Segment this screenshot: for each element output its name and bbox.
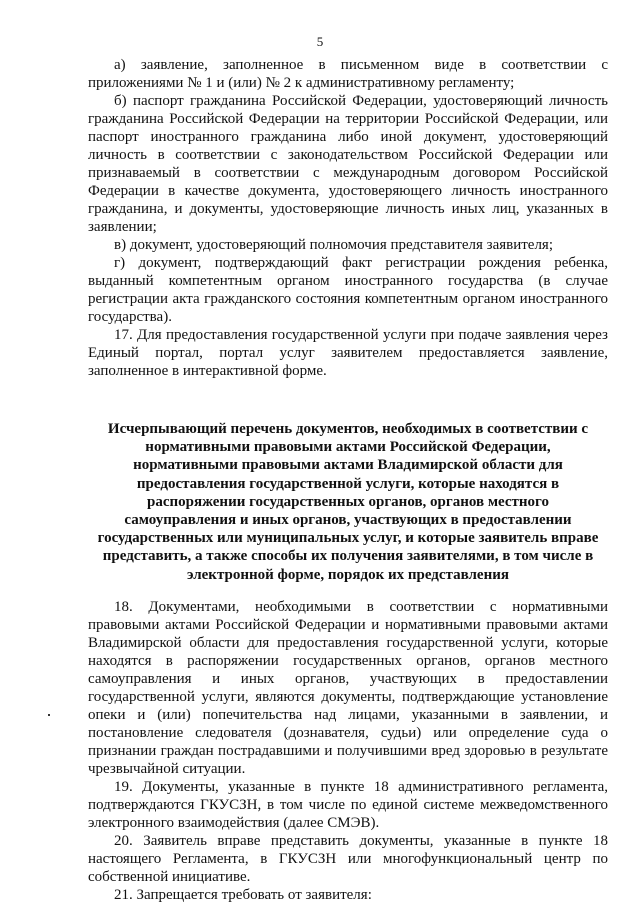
list-item-v: в) документ, удостоверяющий полномочия представителя заявителя; — [114, 237, 553, 253]
paragraph-17: 17. Для предоставления государственной услуги при подаче заявления через Единый портал, портал услуг заявителем предоставляется заявление, заполненное в интерактивной форме. — [88, 327, 608, 379]
section-heading: Исчерпывающий перечень документов, необходимых в соответствии с нормативными правовыми актами Российской Федерации, нормативными правовыми актами Владимирской области для предоставления государственной услуги, которые находятся в распоряжении государственных органов, органов местного самоуправления и иных органов, участвующих в предоставлении государственных или муниципальных услуг, и которые заявитель вправе представить, а также способы их получения заявителями, в том числе в электронной форме, порядок их представления — [97, 421, 599, 583]
list-item-g: г) документ, подтверждающий факт регистрации рождения ребенка, выданный компетентным органом иностранного государства (в случае регистрации акта гражданского состояния компетентным органом иностранного государства). — [88, 255, 608, 325]
list-item-b: б) паспорт гражданина Российской Федерации, удостоверяющий личность гражданина Российской Федерации на территории Российской Федерации, или паспорт иностранного гражданина либо иной документ, удостоверяющий личность в соответствии с законодательством Российской Федерации или признаваемый в соответствии с международным договором Российской Федерации в качестве документа, удостоверяющего личность иностранного гражданина, и документы, удостоверяющие личность иных лиц, указанных в заявлении; — [88, 93, 608, 235]
paragraph-20: 20. Заявитель вправе представить документы, указанные в пункте 18 настоящего Регламента, в ГКУСЗН или многофункциональный центр по собственной инициативе. — [88, 832, 608, 885]
paragraph-21: 21. Запрещается требовать от заявителя: — [114, 886, 372, 903]
page-number: 5 — [316, 34, 324, 49]
list-item-a: а) заявление, заполненное в письменном виде в соответствии с приложениями № 1 и (или) № 2 к административному регламенту; — [88, 57, 608, 91]
document-body — [88, 56, 608, 904]
paragraph-18: 18. Документами, необходимыми в соответствии с нормативными правовыми актами Российской Федерации и нормативными правовыми актами Владимирской области для предоставления государственной услуги, которые находятся в распоряжении государственных органов, органов местного самоуправления и иных органов, участвующих в предоставлении государственной услуги, являются документы, подтверждающие установление опеки и (или) попечительства над лицами, указанными в заявлении, и постановление следователя (дознавателя, судьи) или определение суда о признании граждан пострадавшими и получившими вред здоровью в результате чрезвычайной ситуации. — [88, 598, 608, 777]
scan-dot — [48, 714, 50, 716]
paragraph-19: 19. Документы, указанные в пункте 18 административного регламента, подтверждаются ГКУСЗН, в том числе по единой системе межведомственного электронного взаимодействия (далее СМЭВ). — [88, 778, 608, 831]
